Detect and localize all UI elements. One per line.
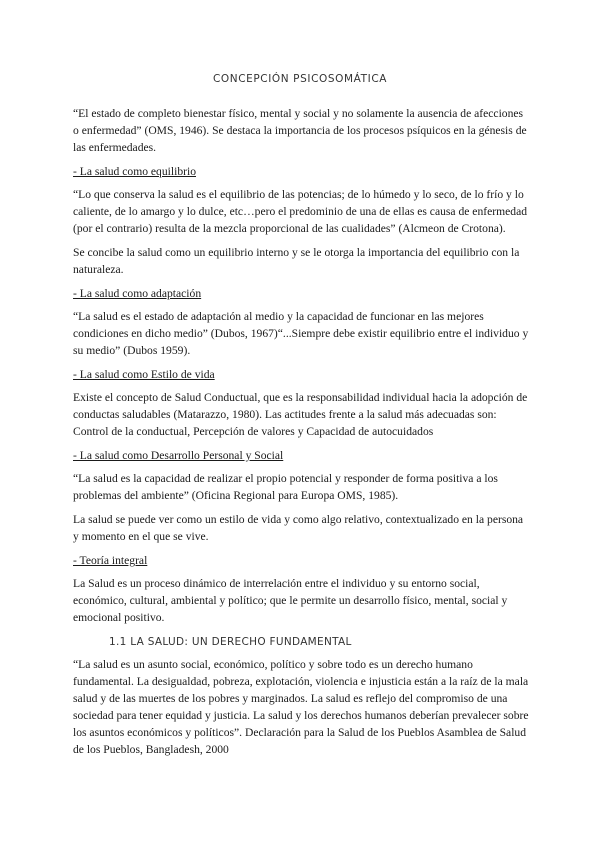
subsection-title: 1.1 LA SALUD: UN DERECHO FUNDAMENTAL [109,636,352,648]
intro-paragraph: “El estado de completo bienestar físico, mental y social y no solamente la ausencia de afecciones o enfermedad” (OMS, 1946). Se destaca la importancia de los procesos psíquicos en la génesis de las enfermedades. [73,107,527,154]
closing-paragraph: “La salud es un asunto social, económico, político y sobre todo es un derecho humano fundamental. La desigualdad, pobreza, explotación, violencia e injusticia están a la raíz de la mala salud y de las muertes de los pobres y marginados. La salud es reflejo del compromiso de una sociedad para tener equidad y justicia. La salud y los derechos humanos deberían prevalecer sobre los asuntos económicos y políticos”. Declaración para la Salud de los Pueblos Asamblea de Salud de los Pueblos, Bangladesh, 2000 [73,658,529,756]
document-body [73,105,529,765]
section-paragraph: “La salud es el estado de adaptación al medio y la capacidad de funcionar en las mejores condiciones en dicho medio” (Dubos, 1967)“...Siempre debe existir equilibrio entre el individuo y su medio” (Dubos 1959). [73,310,529,357]
section-heading-equilibrio: - La salud como equilibrio [73,165,196,178]
section-paragraph: La salud se puede ver como un estilo de vida y como algo relativo, contextualizado en la persona y momento en el que se vive. [73,513,524,543]
section-paragraph: “Lo que conserva la salud es el equilibrio de las potencias; de lo húmedo y lo seco, de lo frío y lo caliente, de lo amargo y lo dulce, etc…pero el predominio de una de ellas es causa de enfermedad (por el contrario) resulta de la mezcla proporcional de las cualidades” (Alcmeon de Crotona). [73,188,528,235]
section-heading-estilo-de-vida: - La salud como Estilo de vida [73,368,215,381]
section-heading-desarrollo: - La salud como Desarrollo Personal y Social [73,449,284,462]
page-title: CONCEPCIÓN PSICOSOMÁTICA [212,73,388,85]
section-paragraph: Existe el concepto de Salud Conductual, que es la responsabilidad individual hacia la adopción de conductas saludables (Matarazzo, 1980). Las actitudes frente a la salud más adecuadas son: Control de la conductual, Percepción de valores y Capacidad de autocuidados [73,391,528,438]
section-paragraph: La Salud es un proceso dinámico de interrelación entre el individuo y su entorno social, económico, cultural, ambiental y político; que le permite un desarrollo físico, mental, social y emocional positivo. [73,577,508,624]
section-paragraph: Se concibe la salud como un equilibrio interno y se le otorga la importancia del equilibrio con la naturaleza. [73,246,520,276]
section-paragraph: “La salud es la capacidad de realizar el propio potencial y responder de forma positiva a los problemas del ambiente” (Oficina Regional para Europa OMS, 1985). [73,472,498,502]
section-heading-adaptacion: - La salud como adaptación [73,287,202,300]
section-heading-teoria-integral: - Teoría integral [73,554,148,567]
